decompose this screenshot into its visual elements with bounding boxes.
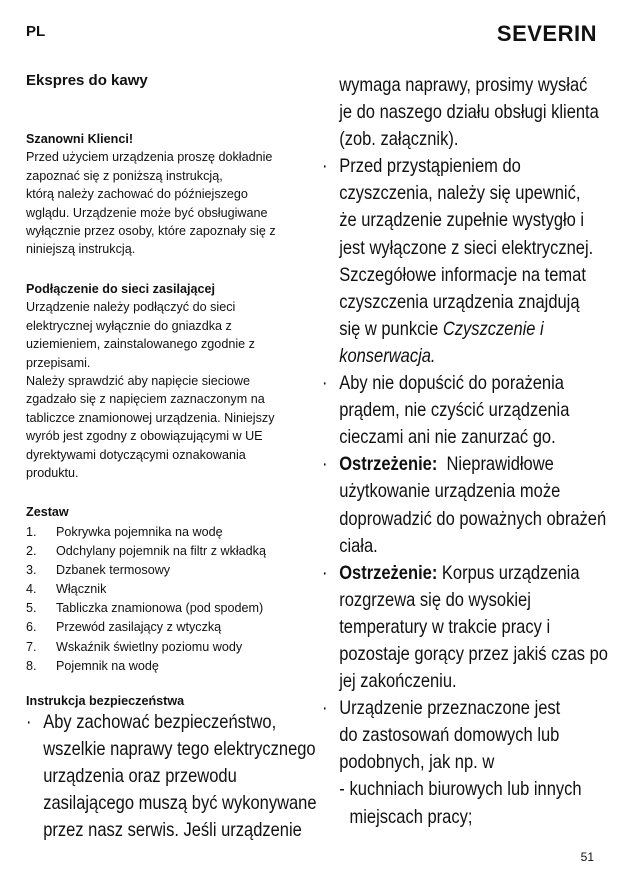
list-text: Włącznik [56,582,107,597]
bullet-marker: · [322,454,328,476]
list-text: Przewód zasilający z wtyczką [56,620,222,635]
safety-bullet-3 [322,370,608,451]
section-reference: konserwacja. [339,345,436,367]
list-number: 8. [26,658,37,673]
bullet-text: Nieprawidłowe [437,454,554,476]
bullet-line [339,316,593,343]
bullet-line [339,451,606,478]
section-reference: Czyszczenie i [442,318,544,340]
list-item [26,618,266,637]
list-text: Wskaźnik świetlny poziomu wody [56,639,243,654]
intro-heading: Szanowni Klienci! [26,132,134,146]
bullet-line: Aby nie dopuścić do porażenia [339,373,564,395]
intro-line: zapoznać się z poniższą instrukcją, [26,168,223,183]
connection-line: Urządzenie należy podłączyć do sieci [26,300,236,315]
list-item [26,580,266,599]
list-item [26,657,266,676]
list-number: 7. [26,639,37,654]
bullet-line: jej zakończeniu. [339,671,457,693]
bullet-line [339,560,608,587]
list-item [26,561,266,580]
safety-bullet-4 [322,451,608,559]
bullet-line: urządzenia oraz przewodu [43,766,237,788]
bullet-line: pozostaje gorący przez jakiś czas po [339,643,608,665]
list-number: 4. [26,582,37,597]
bullet-marker: · [322,698,328,720]
connection-line: produktu. [26,466,79,481]
bullet-line: wszelkie naprawy tego elektrycznego [43,739,316,761]
connection-line: tabliczce znamionowej urządzenia. Niniejszy [26,410,275,425]
connection-line: dyrektywami dotyczącymi oznakowania [26,447,246,462]
bullet-line: podobnych, jak np. w [339,752,495,774]
list-number: 6. [26,620,37,635]
bullet-line: czyszczenia, należy się upewnić, [339,183,581,205]
warning-label: Ostrzeżenie: [339,562,438,584]
warning-label: Ostrzeżenie: [339,454,438,476]
connection-section [26,280,316,482]
connection-line: zgadzało się z napięciem zaznaczonym na [26,392,265,407]
list-text: Dzbanek termosowy [56,563,171,578]
brand-logo: SEVERIN [496,21,597,46]
intro-line: którą należy zachować do późniejszego [26,187,248,202]
list-number: 1. [26,525,37,539]
list-item [26,542,266,561]
intro-line: niniejszą instrukcją. [26,242,136,257]
bullet-marker: · [26,712,32,733]
page-number: 51 [580,850,594,864]
list-item [26,599,266,618]
parts-heading: Zestaw [26,505,69,519]
bullet-line: prądem, nie czyścić urządzenia [339,400,570,422]
bullet-line: rozgrzewa się do wysokiej [339,589,531,611]
list-text: Pojemnik na wodę [56,658,159,673]
bullet-text: Korpus urządzenia [437,562,580,584]
list-number: 5. [26,601,37,616]
bullet-line: czyszczenia urządzenia znajdują [339,291,580,313]
bullet-line: Aby zachować bezpieczeństwo, [43,712,277,733]
right-column [322,72,608,831]
safety-bullet-1 [26,709,317,844]
connection-heading: Podłączenie do sieci zasilającej [26,282,215,296]
bullet-line: wymaga naprawy, prosimy wysłać [339,75,588,96]
list-item [26,523,266,542]
intro-line: wyłącznie przez osoby, które zapoznały się z [26,224,276,239]
connection-line: Należy sprawdzić aby napięcie sieciowe [26,374,250,389]
list-text: Tabliczka znamionowa (pod spodem) [56,601,264,616]
connection-line: elektrycznej wyłącznie do gniazdka z [26,318,232,333]
sub-line: kuchniach biurowych lub innych [349,779,582,801]
bullet-line: zasilającego muszą być wykonywane [43,793,317,815]
bullet-marker: · [322,562,328,584]
connection-line: przepisami. [26,355,91,370]
dash-marker: - [339,779,345,801]
bullet-line: użytkowanie urządzenia może [339,481,561,503]
bullet-1-continued [322,72,608,153]
sub-item [339,776,581,830]
bullet-line: Przed przystąpieniem do [339,156,521,178]
document-title: Ekspres do kawy [26,72,148,89]
bullet-line: cieczami ani nie zanurzać go. [339,427,556,449]
safety-heading: Instrukcja bezpieczeństwa [26,694,185,708]
bullet-line: jest wyłączone z sieci elektrycznej. [339,237,594,259]
bullet-line: ciała. [339,535,378,557]
bullet-line: doprowadzić do poważnych obrażeń [339,508,607,530]
parts-list [26,523,266,676]
safety-bullet-2 [322,153,608,370]
bullet-line: że urządzenie zupełnie wystygło i [339,210,585,232]
connection-line: wyrób jest zgodny z obowiązującymi w UE [26,429,263,444]
bullet-marker: · [322,373,328,395]
safety-bullet-6 [322,695,608,830]
bullet-line: przez nasz serwis. Jeśli urządzenie [43,820,302,842]
sub-line: miejscach pracy; [349,806,473,828]
bullet-line: Szczegółowe informacje na temat [339,264,586,286]
language-code: PL [26,23,46,40]
list-item [26,638,266,657]
bullet-line: je do naszego działu obsługi klienta [339,102,599,124]
connection-line: uziemieniem, zainstalowanego zgodnie z [26,337,255,352]
bullet-line: (zob. załącznik). [339,129,459,151]
list-number: 2. [26,544,37,559]
safety-bullet-5 [322,560,608,695]
list-text: Odchylany pojemnik na filtr z wkładką [56,544,266,559]
intro-section [26,130,316,259]
list-text: Pokrywka pojemnika na wodę [56,525,223,539]
bullet-text: się w punkcie [339,318,443,340]
list-number: 3. [26,563,37,578]
bullet-line: Urządzenie przeznaczone jest [339,698,561,720]
bullet-line: temperatury w trakcie pracy i [339,616,551,638]
bullet-line: do zastosowań domowych lub [339,725,560,747]
intro-line: Przed użyciem urządzenia proszę dokładnie [26,150,273,165]
intro-line: wglądu. Urządzenie może być obsługiwane [26,205,268,220]
bullet-marker: · [322,156,328,178]
